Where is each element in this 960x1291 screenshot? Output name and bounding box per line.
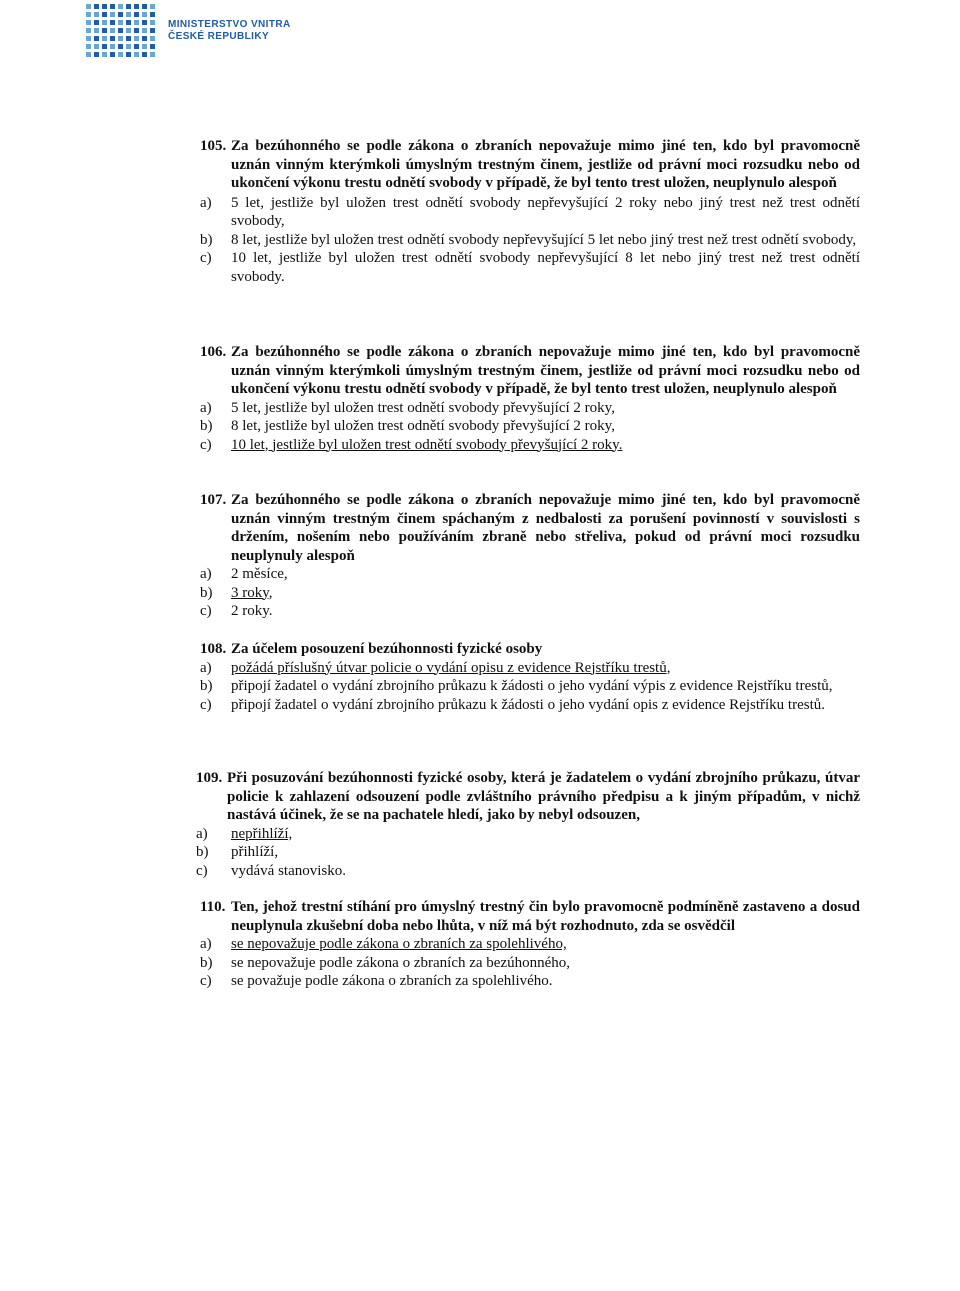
option-a [200,659,860,678]
option-text-marked-correct: požádá příslušný útvar policie o vydání opisu z evidence Rejstříku trestů, [231,659,671,676]
option-letter: a) [200,659,212,676]
option-letter: b) [196,844,209,860]
option-letter: b) [200,584,213,601]
option-text: 2 roky. [231,603,273,619]
question-stem: Při posuzování bezúhonnosti fyzické osoby, která je žadatelem o vydání zbrojního průkazu, útvar policie k zahlazení odsouzení podle zvláštního právního předpisu a k jiným případům, v nichž nastává účinek, že se na pachatele hledí, jako by nebyl odsouzen, [227,770,860,823]
option-text: 5 let, jestliže byl uložen trest odnětí svobody převyšující 2 roky, [231,399,615,416]
option-c [200,436,860,455]
question-number: 110. [200,899,226,915]
option-c [200,602,860,621]
logo-line-1: MINISTERSTVO VNITRA [168,19,291,30]
option-letter: b) [200,418,213,434]
option-text: 8 let, jestliže byl uložen trest odnětí svobody nepřevyšující 5 let nebo jiný trest než trest odnětí svobody, [231,231,857,248]
question-text [196,769,860,825]
option-letter: b) [200,954,213,971]
option-b [200,677,860,696]
question-stem: Za bezúhonného se podle zákona o zbraních nepovažuje mimo jiné ten, kdo byl pravomocně uznán vinným trestným činem spáchaným z nedbalosti za porušení povinností v souvislosti s držením, nošením nebo používáním zbraně nebo střeliva, pokud od právní moci rozsudku neuplynuly alespoň [231,492,860,564]
question-number: 107. [200,492,227,508]
question-text [200,137,860,193]
option-letter: c) [200,603,212,619]
question-106 [200,343,860,454]
option-text: 2 měsíce, [231,566,288,582]
option-b [200,954,860,973]
question-number: 106. [200,344,227,360]
option-letter: c) [200,436,212,453]
question-text [200,640,860,659]
option-text-marked-correct: 3 roky, [231,584,273,601]
option-a [196,825,860,844]
option-text: 8 let, jestliže byl uložen trest odnětí svobody převyšující 2 roky, [231,418,615,434]
option-b [200,231,860,250]
option-letter: b) [200,231,213,248]
option-letter: c) [200,250,212,266]
logo-line-2: ČESKÉ REPUBLIKY [168,31,270,42]
option-text: připojí žadatel o vydání zbrojního průkazu k žádosti o jeho vydání opis z evidence Rejstříku trestů. [231,696,826,713]
question-109 [196,769,860,880]
option-a [200,399,860,418]
option-b [196,843,860,862]
question-stem: Za bezúhonného se podle zákona o zbraních nepovažuje mimo jiné ten, kdo byl pravomocně uznán vinným kterýmkoli úmyslným trestným činem, jestliže od právní moci rozsudku nebo od ukončení výkonu trestu odnětí svobody v případě, že byl tento trest uložen, neuplynulo alespoň [231,138,860,191]
option-text: přihlíží, [231,844,279,860]
option-letter: c) [200,696,212,713]
question-text [200,491,860,565]
question-number: 109. [196,770,223,786]
option-text: 10 let, jestliže byl uložen trest odnětí svobody nepřevyšující 8 let nebo jiný trest než trest odnětí svobody. [231,250,860,285]
option-c [200,972,860,991]
option-a [200,194,860,231]
option-text-marked-correct: nepřihlíží, [231,825,293,842]
option-c [200,249,860,286]
question-stem: Ten, jehož trestní stíhání pro úmyslný trestný čin bylo pravomocně podmíněně zastaveno a dosud neuplynula zkušební doba nebo lhůta, v níž má být rozhodnuto, zda se osvědčil [231,899,860,934]
question-number: 105. [200,138,227,154]
question-stem: Za účelem posouzení bezúhonnosti fyzické osoby [231,641,543,657]
option-text: 5 let, jestliže byl uložen trest odnětí svobody nepřevyšující 2 roky nebo jiný trest než trest odnětí svobody, [231,194,860,229]
option-text-marked-correct: se nepovažuje podle zákona o zbraních za spolehlivého, [231,936,567,952]
option-letter: a) [200,936,212,952]
option-text: vydává stanovisko. [231,862,346,879]
option-letter: b) [200,678,213,694]
option-letter: a) [200,194,212,211]
question-text [200,343,860,399]
option-a [200,565,860,584]
question-108 [200,640,860,714]
question-stem: Za bezúhonného se podle zákona o zbraních nepovažuje mimo jiné ten, kdo byl pravomocně uznán vinným kterýmkoli úmyslným trestným činem, jestliže od právní moci rozsudku nebo od ukončení výkonu trestu odnětí svobody v případě, že byl tento trest uložen, neuplynulo alespoň [231,344,860,397]
option-text: se nepovažuje podle zákona o zbraních za bezúhonného, [231,954,571,971]
option-b [200,417,860,436]
option-letter: a) [200,399,212,416]
option-a [200,935,860,954]
question-105 [200,137,860,286]
option-text: připojí žadatel o vydání zbrojního průkazu k žádosti o jeho vydání výpis z evidence Rejstříku trestů, [231,678,833,694]
question-text [200,898,860,935]
option-letter: a) [196,825,208,842]
option-b [200,584,860,603]
option-c [200,696,860,715]
question-110 [200,898,860,991]
option-letter: c) [200,973,212,989]
option-letter: c) [196,862,208,879]
option-c [196,862,860,881]
option-letter: a) [200,566,212,582]
question-number: 108. [200,641,227,657]
option-text-marked-correct: 10 let, jestliže byl uložen trest odnětí svobody převyšující 2 roky. [231,436,623,453]
option-text: se považuje podle zákona o zbraních za spolehlivého. [231,973,553,989]
question-107 [200,491,860,621]
